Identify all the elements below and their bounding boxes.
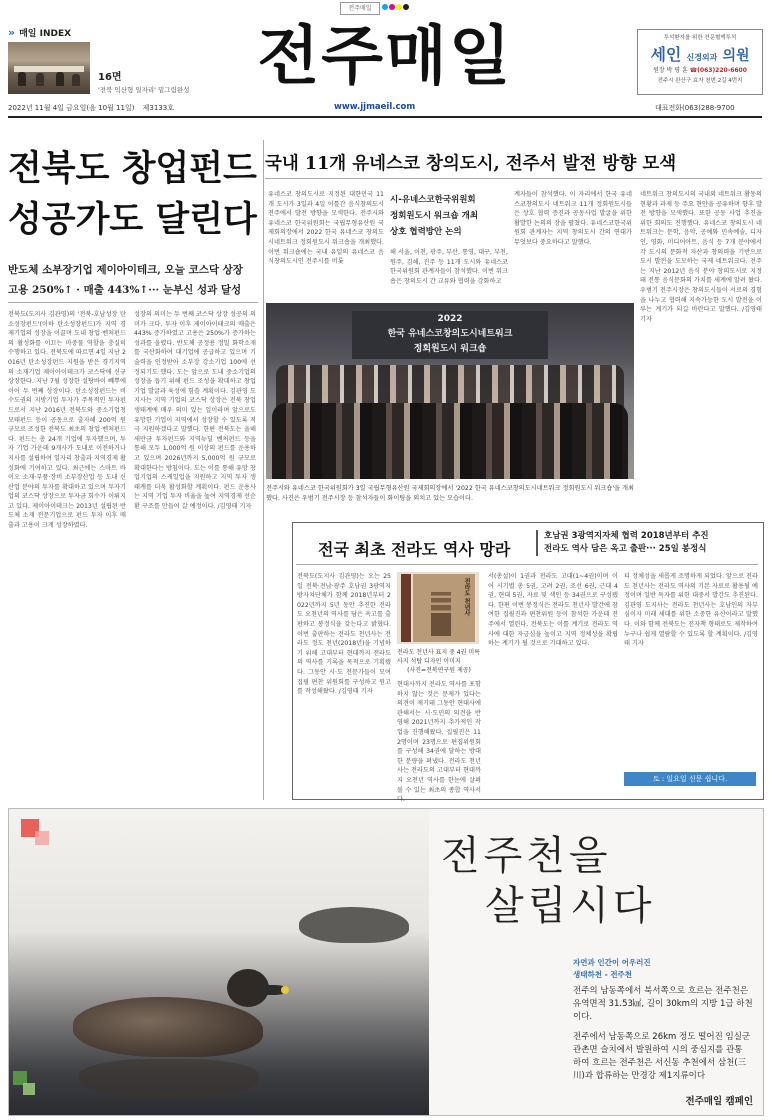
ad-clinic-tel: ☎(063)220-6600 (689, 67, 747, 74)
index-box (8, 26, 220, 98)
ad-clinic-name-row (638, 42, 762, 65)
lead-body-col-1 (8, 310, 126, 800)
history-subheads (536, 530, 768, 556)
unesco-col-4-text: 네트워크 창의도시의 국내외 네트워크 활동의 현황과 과제 등 주요 현안을 공유하며 향후 발전 방향을 모색했다. 또한 공동 사업 추진을 위한 회의도 진행했다. 유네스코 창의도시 네트워크는 문학, 음악, 공예와 민속예술, 디자인, 영화, 미디어아트, 음식 등 7개 분야에서 각 도시의 문화적 자산과 창의력을 기반으로 도시 발전을 도모하는 국제 네트워크다. 전주는 지난 2012년 음식 분야 창의도시로 지정돼 전통 음식문화의 가치를 세계에 알려 왔다. 우범기 전주시장은 창의도시들이 서로의 경험을 나누고 협력해 지속가능한 도시 발전을 이루는 계기가 되길 바란다고 말했다. /김영태 기자 (640, 191, 762, 323)
history-book-image (397, 572, 479, 644)
unesco-sub-2: 정회원도시 워크숍 개최 (390, 211, 479, 221)
history-sub-2: 전라도 역사 담은 옥고 출판··· 25일 봉정식 (544, 544, 707, 554)
ad-clinic-sub1: 신경외과 (686, 53, 718, 62)
deco-square-pink (35, 831, 49, 845)
lead-body-col-2-text: 성장의 의미는 두 번째 코스닥 상장 성공의 의미가 크다. 투자 이후 제이아이테크의 매출은 443% 증가하였고 고용은 250%가 증가하는 성과를 올렸다. 반도체 공정용 정밀 화학소재를 국산화하여 대기업에 공급하고 있으며 기술력을 인정받아 소부장 강소기업 100에 선정되기도 했다. 도는 앞으로 도내 중소기업의 성장을 돕기 위해 펀드 조성을 확대하고 창업기업 발굴과 육성에 힘쓸 계획이다. 김관영 도지사는 지역 기업의 코스닥 상장은 전북 창업 생태계에 매우 의미 있는 일이라며 앞으로도 유망한 기업이 지역에서 성장할 수 있도록 적극 지원하겠다고 말했다. 한편 전북도는 올해 새만금 투자펀드와 지역뉴딜 벤처펀드 등을 통해 모두 1,000억 원 이상의 펀드를 운용하고 있으며 2026년까지 5,000억 원 규모로 확대한다는 방침이다. 도는 이를 통해 유망 창업기업의 스케일업을 지원하고 지역 투자 생태계를 더욱 활성화할 계획이다. 펀드 운용사는 지역 기업 투자 비율을 높여 지역경제 선순환 구조를 만들어 갈 예정이다. /김영태 기자 (134, 311, 256, 510)
unesco-headline: 국내 11개 유네스코 창의도시, 전주서 발전 방향 모색 (265, 154, 677, 174)
campaign-tagline-2: 생태하천 - 전주천 (573, 970, 633, 979)
lead-body-col-2 (134, 310, 256, 800)
unesco-banner-line-1: 한국 유네스코창의도시네트워크 (387, 329, 513, 339)
book-pagoda-icon (431, 592, 451, 636)
unesco-col-1-text: 유네스코 창의도시로 지정된 대한민국 11개 도시가 3일과 4일 이틀간 음식창의도시 전주에서 발전 방향을 모색한다. 전주시와 유네스코 한국위원회는 국립무형유산원 국제회의장에서 2022 한국 유네스코 창의도시네트워크 정회원도시 워크숍을 개최했다. 이번 워크숍에는 국내 유일의 유네스코 음식창의도시인 전주시를 비롯 (268, 191, 384, 266)
top-label-box (340, 2, 380, 15)
history-col-3-text: 서(총설)이 1권과 전라도 고대(1~4권)이며 이어 시기별 총 5권, 고려 2권, 조선 6권, 근대 4권, 현대 5권, 자료 및 색인 등 34권으로 구성됐다. 한편 이번 봉정식은 전라도 천년사 발간에 참여한 집필진과 편찬위원 등이 참석한 가운데 전주에서 열린다. 전북도는 이를 계기로 전라도 역사에 대한 자긍심을 높이고 지역 정체성을 확립하는 계기가 될 것으로 기대하고 있다. (488, 573, 618, 648)
index-page: 16면 (98, 72, 122, 83)
masthead-rule (8, 116, 762, 118)
ad-clinic-address: 전주시 완산구 효자 천변 2길 4번지 (657, 78, 743, 84)
weather-notice (624, 772, 756, 786)
history-col-1 (297, 572, 391, 794)
unesco-photo-caption-text: 전주시와 유네스코 한국위원회가 3일 국립무형유산원 국제회의장에서 '2022 한국 유네스코창의도시네트워크 정회원도시 워크숍'을 개최했다. 사진은 우범기 전주시장 등 참석자들이 화이팅을 외치고 있는 모습이다. (266, 485, 634, 502)
unesco-sub-1: 시-유네스코한국위원회 (390, 195, 476, 205)
unesco-photo (266, 303, 634, 479)
ad-clinic (637, 29, 763, 95)
ad-clinic-name: 세인 (650, 45, 682, 64)
unesco-col-4 (640, 190, 762, 510)
history-col-2-text: 현대사까지 전라도 역사를 포함하지 않는 것은 문제가 있다는 의견이 제기돼 그동안 현대사에 관해서는 시·도민의 의견을 반영해 2021년까지 추가적인 작업을 진행해왔다. 집필진은 112명이며 23명으로 편집위원회를 구성해 34권에 달하는 방대한 분량을 펴냈다. 전라도 천년사는 전라도의 고대부터 현대까지 오천년 역사를 한눈에 살펴볼 수 있는 최초의 종합 역사서다. (397, 681, 481, 804)
unesco-subheads (390, 192, 508, 240)
top-label: 전주매일 (348, 5, 372, 12)
crowd-front-row (272, 403, 628, 479)
history-col-1-text: 전북도(도지사 김관영)는 오는 25일 전북·전남·광주 호남권 3광역지방자치단체가 함께 2018년부터 2022년까지 5년 동안 추진한 전라도 오천년의 역사를 담은 옥고를 출판하고 봉정식을 갖는다고 밝혔다. 이번 출판하는 전라도 천년사는 전라도 정도 천년(2018년)을 기념하기 위해 고대부터 현대까지 전라도의 역사를 기록을 목적으로 기획됐다. 그동안 시·도 전문가들이 모여 집필 편찬 위원회를 구성하고 원고를 작성해왔다. /김영태 기자 (297, 573, 391, 696)
book-cover-title: 전라도 천년사 (463, 578, 470, 617)
book-spine (401, 574, 411, 642)
unesco-headline-rule (265, 178, 762, 179)
phone-number: 대표전화(063)288-9700 (655, 104, 735, 112)
index-caption: '전북 익산형 일자리' 밑그림완성 (98, 86, 190, 94)
color-registration-marks (382, 4, 409, 10)
book-cover (413, 574, 475, 642)
campaign-tagline-1: 자연과 인간이 어우러진 (573, 958, 651, 967)
history-headline-rule (296, 564, 758, 565)
unesco-col-3-text: 계자들이 참석했다. 이 자리에서 한국 유네스코창의도시 네트워크 11개 정회원도시들은 상호 협력 증진과 공동사업 발굴을 위한 활발한 논의의 장을 펼쳤다. 유네스코한국위원회 관계자는 지역 창의도시 간의 연대가 무엇보다 중요하다고 말했다. (514, 191, 632, 246)
deco-square-lightgreen (23, 1083, 35, 1095)
index-header (8, 26, 220, 39)
duck-bill-icon (259, 985, 289, 995)
lead-headline-1: 전북도 창업펀드 (8, 148, 257, 189)
lead-body-col-1-text: 전북도(도지사 김관영)의 '전북-호남성장 탄소성장펀드'(이하 탄소성장펀드)가 지역 경제기업의 성장을 이끌며 도내 창업·벤처펀드의 활성화를 이끄는 마중물 역할을 충실히 수행하고 있다. 전북도에 따르면 4일 지난 2016년 탄소성장펀드 지원을 받은 경기지역의 소재기업 제이아이테크가 코스닥에 신규상장한다. 지난 7월 성장한 설탕바이 빼뿌에 이어 두 번째 상장이다. 탄소성장펀드는 비수도권의 지방기업 투자가 주목적인 투자펀드로서 지난 2016년 전북도와 중소기업청 모태펀드 등이 공동으로 출자해 200억 원 규모로 조성한 전북도 최초의 창업·벤처펀드다. 펀드는 총 24개 기업에 투자했으며, 투자 기업 가운데 9개사가 도내로 이전하거나 지사를 설립하여 일자리 창출과 지역경제 활성화에 기여하고 있다. 최근에는 스마트 바이오 소재·부품·장비 소부장산업 등 도내 신산업 분야의 투자를 확대하고 있으며 투자기업의 코스닥 상장으로 투자금 회수가 이뤄지고 있다. 제이아이테크는 2013년 설립된 반도체 소재 전문기업으로 펀드 투자 이후 매출과 고용이 크게 성장하였다. (8, 311, 126, 530)
lead-divider (8, 302, 258, 303)
history-col-3 (488, 572, 618, 794)
lead-headline-2: 성공가도 달린다 (8, 199, 257, 240)
index-title: 매일 INDEX (19, 29, 72, 39)
lead-sub-2: 고용 250%↑ · 매출 443%↑··· 눈부신 성과 달성 (8, 284, 242, 296)
lead-sub-1: 반도체 소부장기업 제이아이테크, 오늘 코스닥 상장 (8, 264, 243, 276)
campaign-title-2: 살립시다 (485, 883, 656, 929)
ad-clinic-top: 투석환자를 위한 전문혈액투석 (663, 35, 737, 41)
unesco-banner-line-2: 정회원도시 워크숍 (413, 344, 487, 354)
history-book-caption-1: 전라도 천년사 표지 중 4권 미륵사지 석탑 디자인 이미지 (397, 649, 480, 665)
weather-notice-text: 토 : 일요일 신문 쉽니다. (652, 775, 728, 783)
index-thumbnail (8, 42, 90, 94)
unesco-sub-3: 상호 협력방안 논의 (390, 227, 462, 237)
unesco-col-2 (390, 248, 508, 296)
issue-number: 제3133호 (142, 104, 175, 112)
history-col-4-text: 티 정체성을 새롭게 조명하게 되었다. 앞으로 전라도 천년사는 전라도 역사의 기본 자료로 활용될 예정이며 일반 독자를 위한 대중서 발간도 추진된다. 김관영 도지사는 전라도 천년사는 호남인의 자부심이자 미래 세대를 위한 소중한 유산이라고 말했다. 이와 함께 전북도는 전자책 형태로도 제작하여 누구나 쉽게 열람할 수 있도록 할 계획이다. /김영태 기자 (624, 573, 758, 648)
website-link[interactable]: www.jjmaeil.com (334, 102, 416, 112)
unesco-col-1 (268, 190, 384, 296)
campaign-para-2: 전주에서 남동쪽으로 26km 정도 떨어진 임실군 관촌면 슬치에서 발원하여 시의 중심지를 관통 하여 흐르는 전주천은 서신동 추천에서 삼천(三川)과 합류하는 만경강 제1지류이다 (573, 1032, 751, 1081)
ad-clinic-sub2: 의원 (722, 48, 750, 64)
lead-column-divider (263, 140, 264, 800)
history-col-2 (397, 680, 481, 804)
campaign-title-1: 전주천을 (441, 833, 612, 879)
date-line (8, 103, 174, 113)
masthead-title: 전주매일 (257, 20, 513, 94)
history-headline: 전국 최초 전라도 역사 망라 (318, 540, 511, 559)
campaign-rock (299, 907, 409, 943)
date-text: 2022년 11월 4일 금요일(음 10월 11일) (8, 104, 135, 112)
history-sub-1: 호남권 3광역지자체 협력 2018년부터 추진 (544, 531, 709, 541)
unesco-col-3 (514, 190, 632, 296)
campaign-sponsor: 전주매일 캠페인 (685, 1096, 753, 1107)
campaign-para-1: 전주의 남동쪽에서 북서쪽으로 흐르는 전주천은 유역면적 31.53㎢, 길이 30km의 지방 1급 하천이다. (573, 986, 753, 1022)
unesco-photo-caption (266, 484, 634, 512)
unesco-banner-year: 2022 (437, 314, 463, 324)
double-chevron-right-icon: » (8, 26, 16, 39)
duck-reflection (79, 1059, 259, 1099)
history-book-caption (397, 648, 481, 675)
unesco-banner (352, 311, 548, 359)
history-book-caption-2: (사진=전북연구원 제공) (407, 667, 471, 674)
ad-clinic-director: 원장 박 평 훈 (653, 67, 688, 74)
unesco-col-2-text: 해 서울, 이천, 광주, 부산, 통영, 대구, 부천, 원주, 김해, 진주 등 11개 도시와 유네스코한국위원회 관계자들이 참석했다. 이번 워크숍은 창의도시 간 교류와 협력을 강화하고 (390, 249, 508, 285)
history-col-4 (624, 572, 758, 764)
campaign-ad (8, 808, 764, 1116)
